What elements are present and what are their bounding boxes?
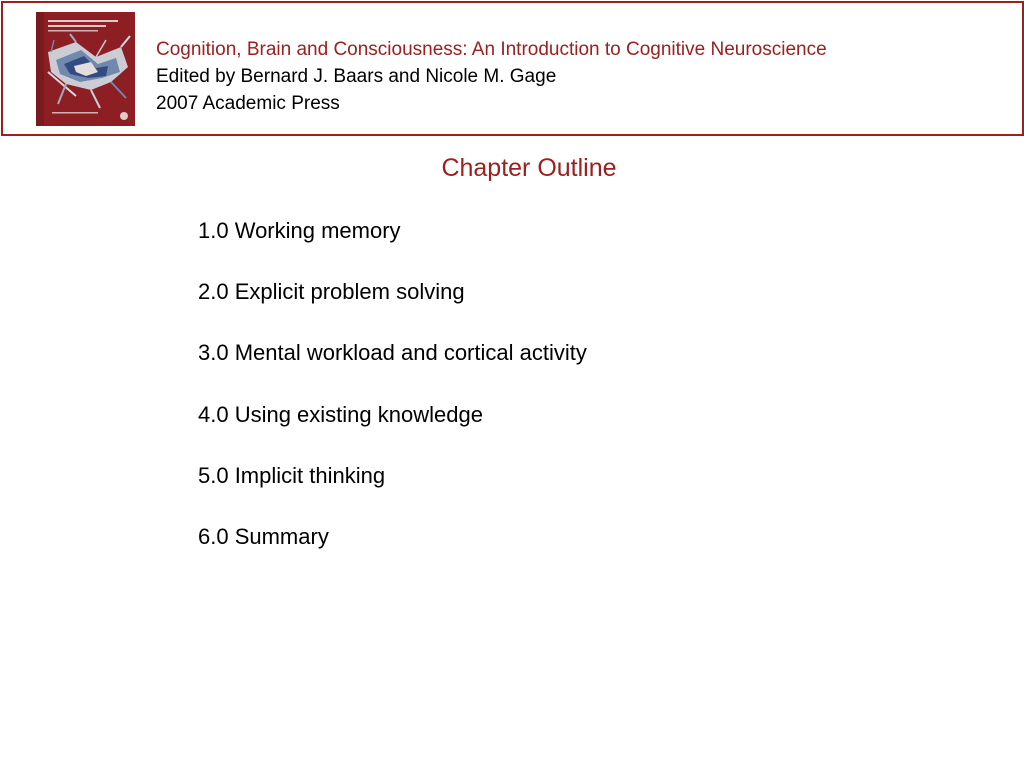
book-cover-artwork — [36, 12, 135, 126]
book-citation — [156, 36, 827, 117]
outline-item: 2.0 Explicit problem solving — [198, 279, 465, 305]
chapter-outline-heading: Chapter Outline — [441, 154, 617, 182]
outline-item: 5.0 Implicit thinking — [198, 462, 386, 488]
outline-item: 3.0 Mental workload and cortical activity — [198, 340, 587, 366]
outline-item: 1.0 Working memory — [198, 218, 401, 243]
chapter-outline-list — [198, 218, 587, 585]
outline-item: 6.0 Summary — [198, 523, 329, 549]
book-cover-image — [36, 12, 135, 126]
book-header-banner — [1, 1, 1024, 136]
book-title: Cognition, Brain and Consciousness: An Introduction to Cognitive Neuroscience — [156, 39, 827, 60]
book-publisher: 2007 Academic Press — [156, 93, 340, 114]
outline-item: 4.0 Using existing knowledge — [198, 401, 483, 427]
book-editors: Edited by Bernard J. Baars and Nicole M. Gage — [156, 66, 557, 87]
